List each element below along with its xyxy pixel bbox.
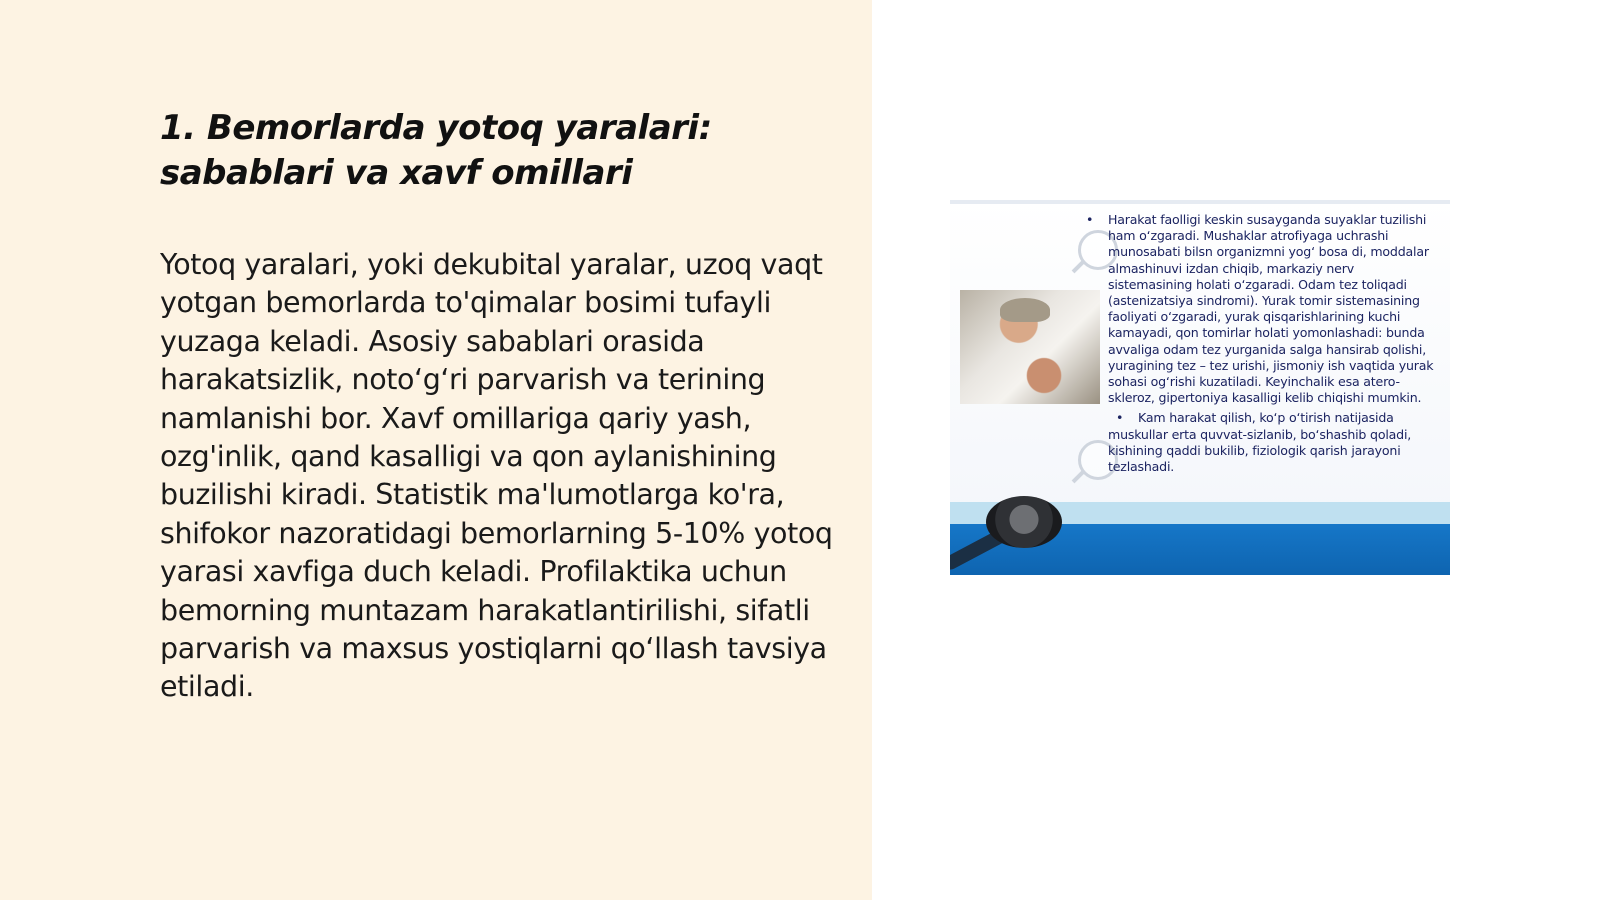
photo-hair-shape — [1000, 298, 1050, 322]
slide-body-text: Yotoq yaralari, yoki dekubital yaralar, uzoq vaqt yotgan bemorlarda to'qimalar bosimi tufayli yuzaga keladi. Asosiy sabablari orasida harakatsizlik, noto‘g‘ri parvarish va terining namlanishi bor. Xavf omillariga qariy yash, ozg'inlik, qand kasalligi va qon aylanishining buzilishi kiradi. Statistik ma'lumotlarga ko'ra, shifokor nazoratidagi bemorlarning 5-10% yotoq yarasi xavfiga duch keladi. Profilaktika uchun bemorning muntazam harakatlantirilishi, sifatli parvarish va maxsus yostiqlarni qo‘llash tavsiya etiladi. — [160, 248, 833, 704]
slide-title-line1: 1. Bemorlarda yotoq yaralari: — [160, 108, 712, 148]
stethoscope-icon — [986, 496, 1062, 548]
embedded-bullet-list — [1086, 212, 1438, 479]
slide-title — [160, 106, 780, 196]
embedded-bullet-text: Kam harakat qilish, ko‘p o‘tirish natijasida muskullar erta quvvat-sizlanib, bo‘shashib qoladi, kishining qaddi bukilib, fiziologik qarish jarayoni tezlashadi. — [1108, 410, 1412, 475]
embedded-slide-image — [950, 200, 1450, 575]
embedded-bullet-2 — [1086, 410, 1438, 475]
embedded-slide-top-band — [950, 200, 1450, 204]
slide-title-line2: sabablari va xavf omillari — [160, 153, 633, 193]
embedded-bullet-1 — [1086, 212, 1438, 406]
elderly-man-photo — [960, 290, 1100, 404]
embedded-bullet-text: Harakat faolligi keskin susayganda suyaklar tuzilishi ham o‘zgaradi. Mushaklar atrofiyaga uchrashi munosabati bilsn organizmni yog‘ bosa di, moddalar almashinuvi izdan chiqib, markaziy nerv sistemasining holati o‘zgaradi. Odam tez toliqadi (astenizatsiya sindromi). Yurak tomir sistemasining faoliyati o‘zgaradi, yurak qisqarishlarining kuchi kamayadi, qon tomirlar holati yomonlashadi: bunda avvaliga odam tez yurganida salga hansirab qolishi, yuragining tez – tez urishi, jismoniy ish vaqtida yurak sohasi og‘rishi kuzatiladi. Keyinchalik esa atero-skleroz, gipertoniya kasalligi kelib chiqishi mumkin. — [1108, 212, 1434, 406]
